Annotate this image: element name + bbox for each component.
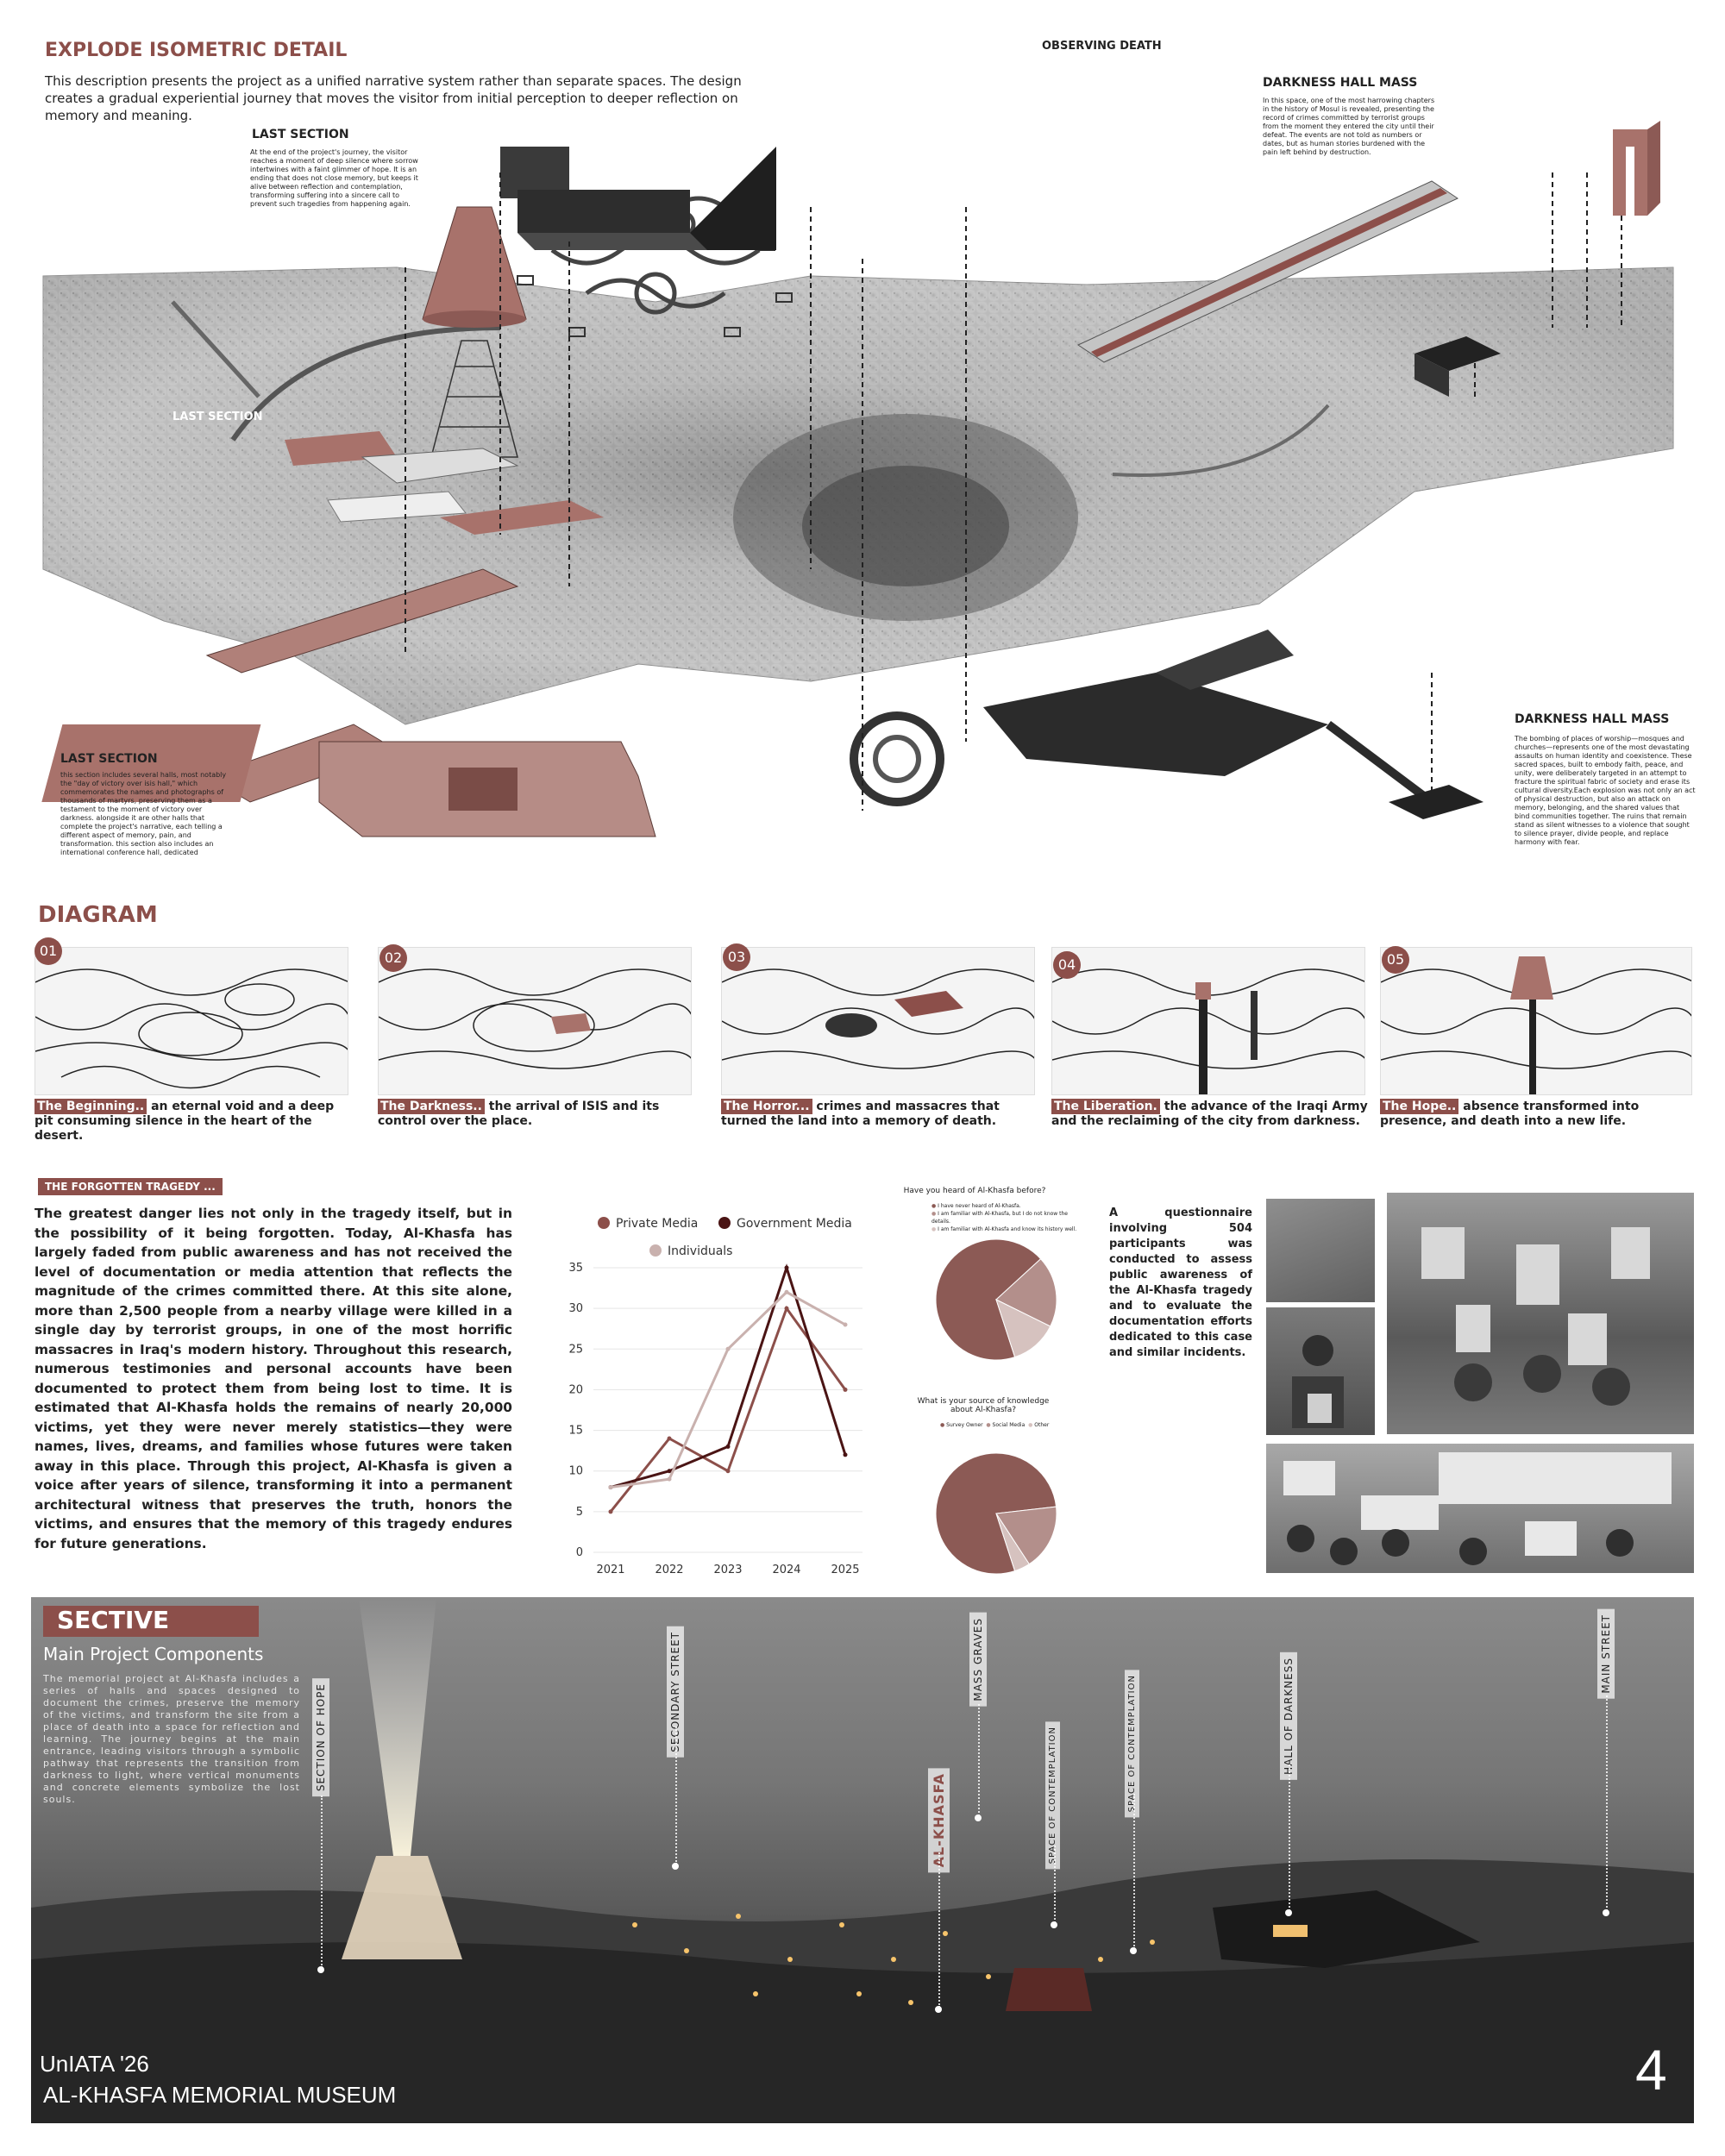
label-mass-graves: MASS GRAVES (969, 1613, 987, 1707)
diagram-caption-text: the advance of the Iraqi Army and the reclaiming of the city from darkness. (1051, 1100, 1368, 1128)
x-tick-label: 2025 (831, 1564, 860, 1576)
label-section-of-hope: SECTION OF HOPE (312, 1678, 329, 1796)
diagram-panel-5 (1380, 947, 1692, 1095)
pie1-legend-item: ● I am familiar with Al-Khasfa, but I do not know the details. (932, 1211, 1068, 1225)
line-chart-svg (552, 1207, 880, 1587)
legend-marker (718, 1217, 731, 1229)
sective-title: SECTIVE (57, 1606, 170, 1634)
label-line (675, 1727, 677, 1865)
diagram-caption-text: crimes and massacres that turned the land into a memory of death. (721, 1100, 1000, 1128)
series-point (844, 1452, 848, 1457)
series-point (785, 1290, 789, 1294)
diagram-caption-tag: The Horror... (721, 1099, 812, 1114)
label-line (1289, 1764, 1290, 1911)
diagram-caption-text: an eternal void and a deep pit consuming silence in the heart of the desert. (34, 1100, 335, 1143)
y-tick-label: 10 (568, 1464, 583, 1478)
label-dot (317, 1966, 324, 1973)
label-hall-of-darkness: HALL OF DARKNESS (1280, 1652, 1297, 1780)
sective-text: The memorial project at Al-Khasfa includes a series of halls and spaces designed to document the crimes, preserve the memory of the victims, and transform the site from a place of death into a space for reflection and learning. The journey begins at the main entrance, leading visitors through a symbolic pathway that represents the transition from darkness to light, where vertical monuments and concrete elements symbolize the lost souls. (43, 1673, 300, 1805)
callout-last-section-top-title: LAST SECTION (252, 128, 349, 141)
y-tick-label: 25 (568, 1343, 583, 1357)
label-line (321, 1796, 323, 1968)
series-point (609, 1509, 613, 1514)
x-tick-label: 2023 (713, 1564, 743, 1576)
page-title: EXPLODE ISOMETRIC DETAIL (45, 40, 348, 61)
label-line (978, 1704, 980, 1816)
legend-label: Government Media (737, 1217, 852, 1231)
pie2-legend: ● Survey Owner ● Social Media ● Other (940, 1422, 1050, 1428)
series-point (844, 1323, 848, 1327)
diagram-caption-4 (1051, 1100, 1371, 1129)
pie1-legend (932, 1202, 1078, 1233)
series-point (844, 1388, 848, 1392)
label-line (1606, 1695, 1608, 1911)
diagram-caption-tag: The Liberation. (1051, 1099, 1160, 1114)
x-tick-label: 2022 (655, 1564, 684, 1576)
diagram-panel-4 (1051, 947, 1365, 1095)
callout-observing-death-title: OBSERVING DEATH (1042, 40, 1162, 53)
diagram-step-number: 01 (34, 937, 62, 965)
sective-subtitle: Main Project Components (43, 1644, 264, 1664)
label-dot (935, 2006, 942, 2013)
label-space-of-contemplation-2: SPACE OF CONTEMPLATION (1125, 1670, 1139, 1817)
label-line (938, 1852, 940, 2008)
legend-label: Individuals (668, 1244, 733, 1258)
series-point (668, 1477, 672, 1482)
diagram-step-number: 05 (1382, 946, 1409, 974)
event-name: UnIATA '26 (40, 2051, 149, 2077)
diagram-panel-2 (378, 947, 692, 1095)
pie2-title: What is your source of knowledge about Al-Khasfa? (917, 1397, 1050, 1414)
source-pie-chart (880, 1397, 1087, 1587)
diagram-step-number: 03 (723, 943, 750, 971)
callout-darkness-bottom-text: The bombing of places of worship—mosques and churches—represents one of the most devastating assaults on human identity and coexistence. These sacred spaces, built to embody faith, peace, and unity, were deliberately targeted in an attempt to fracture the spiritual fabric of society and erase its cultural diversity.Each explosion was not only an act of physical destruction, but also an attack on memory, belonging, and the shared values that bind communities together. The ruins that remain stand as silent witnesses to a violence that sought to silence prayer, divide people, and replace harmony with fear. (1515, 735, 1696, 846)
diagram-panel-1 (34, 947, 348, 1095)
awareness-pie-chart (871, 1187, 1078, 1385)
label-dot (1603, 1909, 1609, 1916)
y-tick-label: 5 (575, 1505, 583, 1519)
pie1-legend-item: ● I am familiar with Al-Khasfa and know its history well. (932, 1226, 1077, 1232)
pie1-legend-item: ● I have never heard of Al-Khasfa. (932, 1203, 1021, 1209)
diagram-caption-1 (34, 1100, 354, 1144)
y-tick-label: 35 (568, 1262, 583, 1275)
series-point (609, 1485, 613, 1489)
project-name: AL-KHASFA MEMORIAL MUSEUM (43, 2082, 397, 2108)
callout-last-section-mid-title: LAST SECTION (172, 411, 263, 423)
callout-last-section-bottom-title: LAST SECTION (60, 752, 158, 766)
x-tick-label: 2021 (596, 1564, 625, 1576)
diagram-caption-5 (1380, 1100, 1690, 1129)
pie2-svg (932, 1449, 1061, 1578)
callout-darkness-bottom-title: DARKNESS HALL MASS (1515, 712, 1670, 726)
label-line (1133, 1794, 1135, 1949)
diagram-caption-tag: The Hope.. (1380, 1099, 1458, 1114)
label-main-street: MAIN STREET (1597, 1609, 1615, 1699)
y-tick-label: 20 (568, 1383, 583, 1397)
series-point (726, 1347, 731, 1351)
page-number: 4 (1635, 2038, 1667, 2102)
series-point (668, 1469, 672, 1473)
label-dot (975, 1814, 982, 1821)
label-dot (1130, 1947, 1137, 1954)
diagram-caption-tag: The Darkness.. (378, 1099, 485, 1114)
diagram-caption-text: the arrival of ISIS and its control over the place. (378, 1100, 660, 1128)
diagram-caption-text: absence transformed into presence, and death into a new life. (1380, 1100, 1640, 1128)
label-secondary-street: SECONDARY STREET (667, 1626, 684, 1758)
protest-photo-1 (1266, 1199, 1375, 1302)
label-dot (1285, 1909, 1292, 1916)
intro-text: This description presents the project as a unified narrative system rather than separate spaces. The design creates a gradual experiential journey that moves the visitor from initial perception to deeper reflection on memory and meaning. (45, 73, 742, 123)
pie1-title: Have you heard of Al-Khasfa before? (903, 1187, 1046, 1195)
label-al-khasfa: AL-KHASFA (928, 1768, 950, 1872)
y-tick-label: 0 (575, 1546, 583, 1559)
x-tick-label: 2024 (772, 1564, 801, 1576)
callout-darkness-top-title: DARKNESS HALL MASS (1263, 76, 1418, 90)
diagram-step-number: 02 (380, 944, 407, 972)
pie1-svg (932, 1235, 1061, 1364)
label-dot (672, 1863, 679, 1870)
series-point (785, 1266, 789, 1270)
legend-marker (649, 1244, 662, 1257)
legend-marker (598, 1217, 610, 1229)
callout-last-section-bottom-text: this section includes several halls, most notably the "day of victory over isis hall," which commemorates the names and photographs of thousands of martyrs, preserving them as a testament to the moment of victory over darkness. alongside it are other halls that complete the project's narrative, each telling a different aspect of memory, pain, and transformation. this section also includes an international conference hall, dedicated (60, 771, 227, 856)
diagram-title: DIAGRAM (38, 902, 158, 928)
label-space-of-contemplation-1: SPACE OF CONTEMPLATION (1045, 1721, 1060, 1869)
legend-label: Private Media (616, 1217, 699, 1231)
callout-darkness-top-text: In this space, one of the most harrowing chapters in the history of Mosul is revealed, presenting the record of crimes committed by terrorist groups from the moment they entered the city until their defeat. The events are not told as numbers or dates, but as human stories burdened with the pain left behind by destruction. (1263, 97, 1435, 156)
series-point (726, 1445, 731, 1449)
diagram-caption-2 (378, 1100, 697, 1129)
diagram-panel-3 (721, 947, 1035, 1095)
protest-photo-2 (1387, 1193, 1694, 1434)
tragedy-text: The greatest danger lies not only in the tragedy itself, but in the possibility of it being forgotten. Today, Al-Khasfa has largely faded from public awareness and has not received the level of documentation or media attention that reflects the magnitude of the crimes committed there. At this site alone, more than 2,500 people from a nearby village were killed in a single day by terrorist groups, in one of the most horrific massacres in Iraq's modern history. Throughout this research, numerous testimonies and personal accounts have been documented to protect them from being lost to time. It is estimated that Al-Khasfa holds the remains of nearly 20,000 victims, yet they were never merely statistics—they were names, lives, dreams, and families whose futures were taken away in this place. Through this project, Al-Khasfa is given a voice after years of silence, transforming it into a permanent architectural witness that preserves the truth, honors the victims, and ensures that the memory of this tragedy endures for future generations. (34, 1206, 512, 1551)
isometric-illustration (34, 121, 1690, 897)
series-point (726, 1469, 731, 1473)
series-point (668, 1437, 672, 1441)
label-dot (1051, 1921, 1057, 1928)
label-line (1054, 1846, 1056, 1923)
diagram-caption-tag: The Beginning.. (34, 1099, 147, 1114)
series-line (611, 1268, 845, 1488)
protest-photo-4 (1266, 1444, 1694, 1573)
series-point (785, 1307, 789, 1311)
callout-last-section-top-text: At the end of the project's journey, the visitor reaches a moment of deep silence where sorrow intertwines with a faint glimmer of hope. It is an ending that does not close memory, but keeps it alive between reflection and contemplation, transforming suffering into a sincere call to prevent such tragedies from happening again. (250, 148, 418, 208)
diagram-caption-3 (721, 1100, 1040, 1129)
questionnaire-text: A questionnaire involving 504 participants was conducted to assess public awareness of the Al-Khasfa tragedy and to evaluate the documentation efforts dedicated to this case and similar incidents. (1109, 1206, 1252, 1359)
protest-photo-3 (1266, 1307, 1375, 1435)
y-tick-label: 15 (568, 1424, 583, 1438)
diagram-step-number: 04 (1053, 951, 1081, 979)
y-tick-label: 30 (568, 1302, 583, 1316)
tragedy-tag: THE FORGOTTEN TRAGEDY ... (38, 1178, 223, 1195)
media-line-chart (552, 1207, 880, 1587)
